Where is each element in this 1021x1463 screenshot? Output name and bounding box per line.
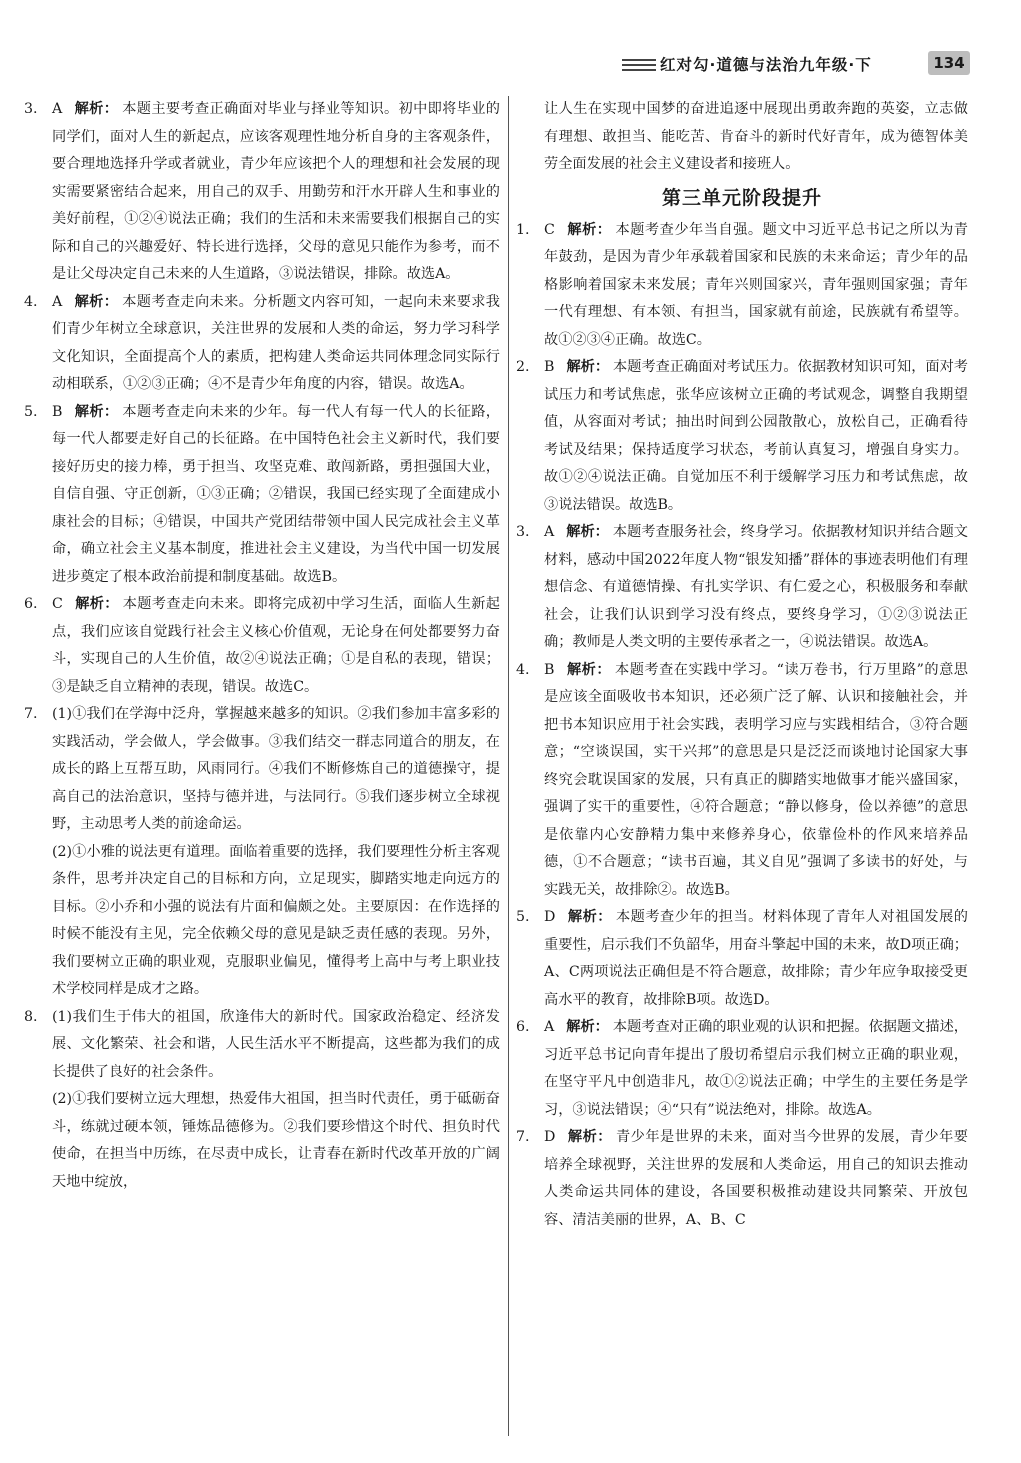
- analysis-text: 本题考查正确面对考试压力。依据教材知识可知，面对考试压力和考试焦虑，张华应该树立正确的考试观念，调整自我期望值，从容面对考试；抽出时间到公园散散心，放松自己，正确看待考试及结果；保持适度学习状态，考前认真复习，增强自身实力。故①②④说法正确。自觉加压不利于缓解学习压力和考试焦虑，故③说法错误。故选B。: [544, 359, 968, 513]
- answer-letter: A: [544, 1019, 555, 1035]
- answer-letter: C: [52, 596, 63, 612]
- answer-entry-4: [24, 289, 500, 399]
- analysis-label: 解析：: [567, 1129, 612, 1145]
- analysis-text: 本题考查走向未来的少年。每一代人有每一代人的长征路，每一代人都要走好自己的长征路。在中国特色社会主义新时代，我们要接好历史的接力棒，勇于担当、攻坚克难、敢闯新路，勇担强国大业，自信自强、守正创新，①③正确；②错误，我国已经实现了全面建成小康社会的目标；④错误，中国共产党团结带领中国人民完成社会主义革命，确立社会主义基本制度，推进社会主义建设，为当代中国一切发展进步奠定了根本政治前提和制度基础。故选B。: [52, 403, 500, 585]
- continued-text: 让人生在实现中国梦的奋进追逐中展现出勇敢奔跑的英姿，立志做有理想、敢担当、能吃苦、肯奋斗的新时代好青年，成为德智体美劳全面发展的社会主义建设者和接班人。: [544, 101, 968, 172]
- answer-letter: A: [52, 101, 63, 117]
- question-number: 6.: [24, 596, 38, 612]
- answer-entry-6: [24, 591, 500, 701]
- analysis-text: 本题考查服务社会，终身学习。依据教材知识并结合题文材料，感动中国2022年度人物“银发知播”群体的事迹表明他们有理想信念、有道德情操、有扎实学识、有仁爱之心，积极服务和奉献社会，让我们认识到学习没有终点，要终身学习，①②③说法正确；教师是人类文明的主要传承者之一，④说法错误。故选A。: [544, 524, 968, 650]
- analysis-label: 解析：: [566, 661, 612, 678]
- answer-letter: A: [52, 293, 63, 310]
- answer-part-2: (2)①小雅的说法更有道理。面临着重要的选择，我们要理性分析主客观条件，思考并决定自己的目标和方向，立足现实，脚踏实地走向远方的目标。②小乔和小强的说法有片面和偏颇之处。主要原因：在作选择的时候不能没有主见，完全依赖父母的意见是缺乏责任感的表现。另外，我们要树立正确的职业观，克服职业偏见，懂得考上高中与考上职业技术学校同样是成才之路。: [52, 843, 500, 997]
- answer-entry-r2: [516, 354, 968, 519]
- analysis-text: 本题考查走向未来。分析题文内容可知，一起向未来要求我们青少年树立全球意识，关注世界的发展和人类的命运，努力学习科学文化知识，全面提高个人的素质，把构建人类命运共同体理念同实际行动相联系，①②③正确；④不是青少年角度的内容，错误。故选A。: [52, 293, 500, 392]
- answer-part-2: (2)①我们要树立远大理想，热爱伟大祖国，担当时代责任，勇于砥砺奋斗，练就过硬本领，锤炼品德修为。②我们要珍惜这个时代、担负时代使命，在担当中历练，在尽责中成长，让青春在新时代改革开放的广阔天地中绽放，: [52, 1091, 500, 1190]
- answer-letter: A: [544, 524, 555, 540]
- analysis-text: 本题考查对正确的职业观的认识和把握。依据题文描述，习近平总书记向青年提出了殷切希望启示我们树立正确的职业观，在坚守平凡中创造非凡，故①②说法正确；中学生的主要任务是学习，③说法错误；④“只有”说法绝对，排除。故选A。: [544, 1019, 968, 1118]
- answer-entry-r7: [516, 1124, 968, 1234]
- analysis-label: 解析：: [566, 524, 609, 540]
- answer-part-1: (1)①我们在学海中泛舟，掌握越来越多的知识。②我们参加丰富多彩的实践活动，学会做人，学会做事。③我们结交一群志同道合的朋友，在成长的路上互帮互助，风雨同行。④我们不断修炼自己的道德操守，提高自己的法治意识，坚持与德并进，与法同行。⑤我们逐步树立全球视野，主动思考人类的前途命运。: [52, 706, 500, 832]
- answer-letter: B: [544, 359, 555, 375]
- analysis-text: 青少年是世界的未来，面对当今世界的发展，青少年要培养全球视野，关注世界的发展和人类命运，用自己的知识去推动人类命运共同体的建设，各国要积极推动建设共同繁荣、开放包容、清洁美丽的世界，A、B、C: [544, 1129, 968, 1228]
- question-number: 7.: [516, 1129, 530, 1145]
- column-divider: [508, 96, 509, 1436]
- question-number: 1.: [516, 221, 530, 238]
- answer-entry-r3: [516, 519, 968, 657]
- answer-part-1: (1)我们生于伟大的祖国，欣逢伟大的新时代。国家政治稳定、经济发展、文化繁荣、社会和谐，人民生活水平不断提高，这些都为我们的成长提供了良好的社会条件。: [52, 1008, 500, 1080]
- question-number: 3.: [516, 524, 530, 540]
- header-lines-decoration: [622, 59, 656, 74]
- answer-entry-3: [24, 96, 500, 289]
- answer-letter: C: [544, 221, 555, 238]
- answer-letter: B: [544, 661, 555, 678]
- analysis-label: 解析：: [566, 359, 610, 375]
- analysis-text: 本题考查走向未来。即将完成初中学习生活，面临人生新起点，我们应该自觉践行社会主义核心价值观，无论身在何处都要努力奋斗，实现自己的人生价值，故②④说法正确；①是自私的表现，错误；③是缺乏自立精神的表现，错误。故选C。: [52, 596, 500, 695]
- answer-entry-8: [24, 1004, 500, 1087]
- answer-entry-r5: [516, 904, 968, 1014]
- analysis-text: 本题主要考查正确面对毕业与择业等知识。初中即将毕业的同学们，面对人生的新起点，应该客观理性地分析自身的主客观条件，要合理地选择升学或者就业，青少年应该把个人的理想和社会发展的现实需要紧密结合起来，用自己的双手、用勤劳和汗水开辟人生和事业的美好前程，①②④说法正确；我们的生活和未来需要我们根据自己的实际和自己的兴趣爱好、特长进行选择，父母的意见只能作为参考，而不是让父母决定自己未来的人生道路，③说法错误，排除。故选A。: [52, 101, 500, 282]
- analysis-label: 解析：: [566, 1019, 609, 1035]
- section-title: 第三单元阶段提升: [661, 186, 822, 209]
- left-column: [24, 96, 500, 1196]
- question-number: 5.: [516, 909, 530, 925]
- question-number: 7.: [24, 706, 38, 722]
- question-number: 4.: [516, 661, 530, 678]
- question-number: 4.: [24, 293, 38, 310]
- answer-entry-r1: [516, 217, 968, 355]
- question-number: 8.: [24, 1008, 38, 1025]
- analysis-label: 解析：: [74, 293, 119, 310]
- question-number: 6.: [516, 1019, 530, 1035]
- answer-letter: B: [52, 403, 63, 420]
- analysis-text: 本题考查少年当自强。题文中习近平总书记之所以为青年鼓劲，是因为青少年承载着国家和民族的未来命运；青少年的品格影响着国家未来发展；青年兴则国家兴，青年强则国家强；青年一代有理想、有本领、有担当，国家就有前途，民族就有希望等。故①②③④正确。故选C。: [544, 221, 968, 348]
- answer-letter: D: [544, 1129, 556, 1145]
- answer-letter: D: [544, 909, 556, 925]
- analysis-label: 解析：: [74, 101, 119, 117]
- question-number: 3.: [24, 101, 38, 117]
- analysis-text: 本题考查少年的担当。材料体现了青年人对祖国发展的重要性，启示我们不负韶华，用奋斗擎起中国的未来，故D项正确；A、C两项说法正确但是不符合题意，故排除；青少年应争取接受更高水平的教育，故排除B项。故选D。: [544, 909, 968, 1008]
- analysis-label: 解析：: [74, 403, 119, 420]
- answer-entry-r6: [516, 1014, 968, 1124]
- analysis-label: 解析：: [74, 596, 119, 612]
- page-header: [620, 50, 970, 80]
- book-title: 红对勾·道德与法治九年级·下: [660, 56, 872, 74]
- analysis-text: 本题考查在实践中学习。“读万卷书，行万里路”的意思是应该全面吸收书本知识，还必须广泛了解、认识和接触社会，并把书本知识应用于社会实践，表明学习应与实践相结合，③符合题意；“空谈误国，实干兴邦”的意思是只是泛泛而谈地讨论国家大事终究会耽误国家的发展，只有真正的脚踏实地做事才能兴盛国家，强调了实干的重要性，④符合题意；“静以修身，俭以养德”的意思是依靠内心安静精力集中来修养身心，依靠俭朴的作风来培养品德，①不合题意；“读书百遍，其义自见”强调了多读书的好处，与实践无关，故排除②。故选B。: [544, 661, 968, 898]
- page-number: 134: [928, 51, 970, 75]
- analysis-label: 解析：: [566, 221, 612, 238]
- answer-entry-r4: [516, 657, 968, 905]
- analysis-label: 解析：: [567, 909, 612, 925]
- answer-entry-5: [24, 399, 500, 592]
- question-number: 5.: [24, 403, 38, 420]
- answer-entry-7: [24, 701, 500, 839]
- question-number: 2.: [516, 359, 530, 375]
- right-column: [516, 96, 968, 1234]
